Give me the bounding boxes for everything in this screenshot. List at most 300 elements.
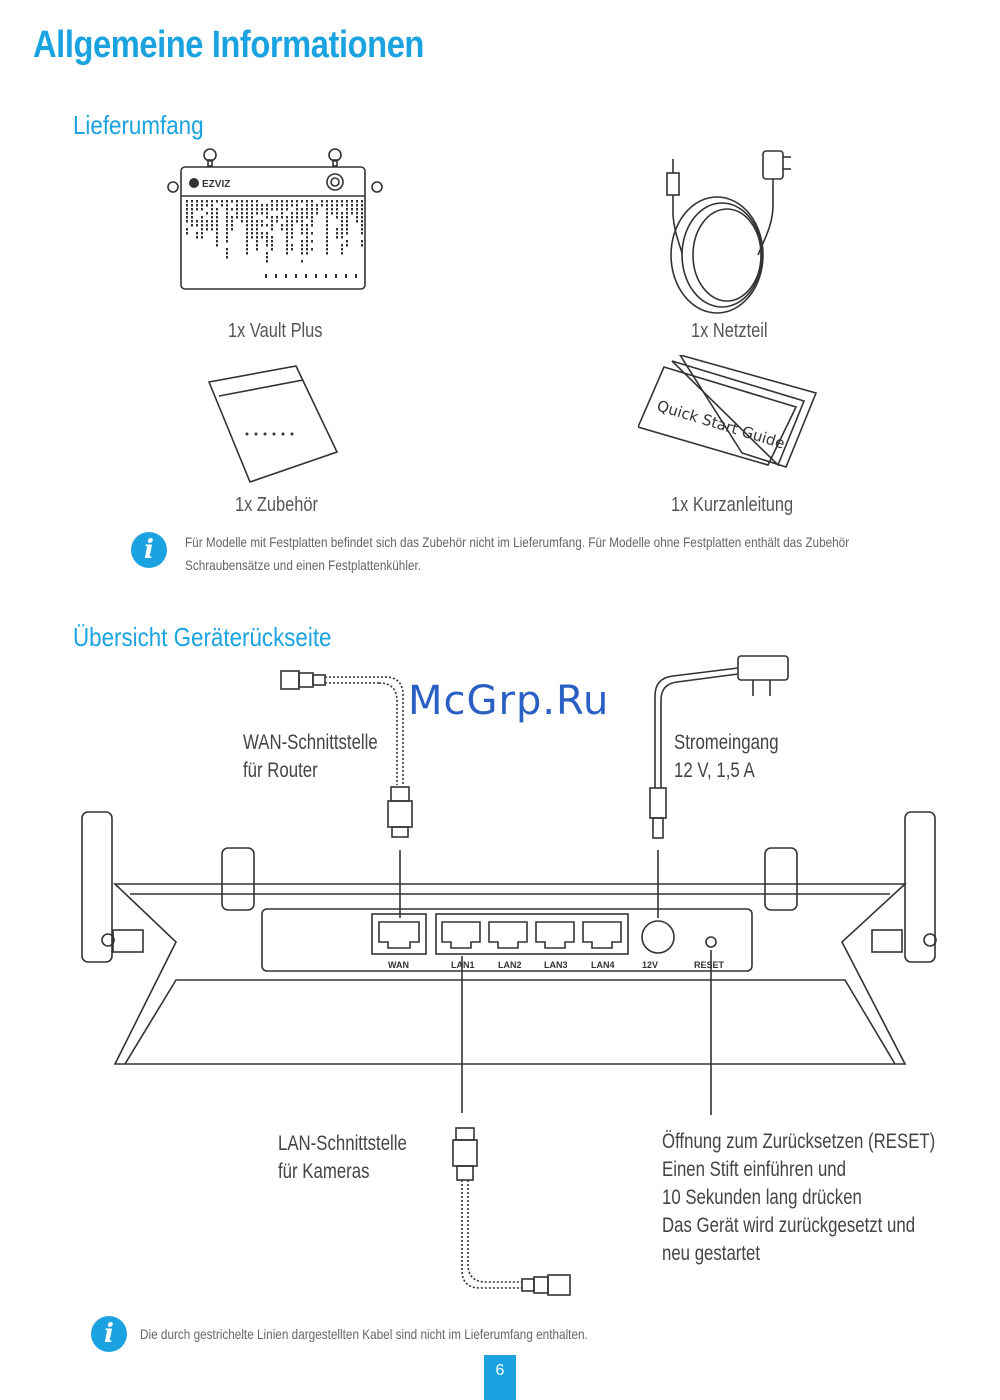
vent-slot: [306, 252, 308, 255]
vent-slot: [356, 220, 358, 223]
vent-slot: [361, 232, 363, 235]
vent-slot: [211, 208, 213, 211]
vent-slot: [281, 204, 283, 207]
vent-slot: [341, 236, 343, 239]
vent-slot: [311, 212, 313, 215]
vent-slot: [301, 228, 303, 231]
vent-slot: [251, 224, 253, 227]
vent-slot: [266, 212, 268, 215]
vent-slot: [311, 248, 313, 251]
vent-slot: [226, 228, 228, 231]
vent-slot: [346, 212, 348, 215]
vent-slot: [256, 240, 258, 243]
vent-slot: [301, 252, 303, 255]
vent-slot: [346, 240, 348, 243]
vent-slot: [241, 208, 243, 211]
vent-slot: [276, 204, 278, 207]
page-number: 6: [484, 1355, 516, 1400]
vent-slot: [326, 244, 328, 247]
vent-slot: [301, 200, 303, 203]
vent-slot: [231, 224, 233, 227]
status-led: [345, 274, 347, 278]
vent-slot: [226, 232, 228, 235]
vent-slot: [206, 228, 208, 231]
vent-slot: [341, 244, 343, 247]
vent-slot: [326, 204, 328, 207]
vent-slot: [286, 244, 288, 247]
section-heading-delivery: Lieferumfang: [73, 110, 204, 140]
vent-slot: [246, 212, 248, 215]
port-label-wan: WAN: [388, 960, 409, 970]
label-power: Stromeingang 12 V, 1,5 A: [674, 731, 779, 782]
rear-note: Die durch gestrichelte Linien dargestellten Kabel sind nicht im Lieferumfang enthalten.: [140, 1326, 588, 1342]
vent-slot: [271, 228, 273, 231]
vent-slot: [306, 240, 308, 243]
vent-slot: [191, 212, 193, 215]
vent-slot: [286, 236, 288, 239]
vent-slot: [261, 236, 263, 239]
delivery-note: Für Modelle mit Festplatten befindet sich das Zubehör nicht im Lieferumfang. Für Modelle ohne Festplatten enthält das Zubehör Schraubensätze und einen Festplattenkühler.: [185, 534, 850, 573]
vent-slot: [341, 204, 343, 207]
vent-slot: [251, 212, 253, 215]
quick-start-guide-illustration: [638, 355, 820, 475]
vent-slot: [216, 244, 218, 247]
caption-accessories: 1x Zubehör: [235, 494, 318, 516]
vent-slot: [276, 200, 278, 203]
accessory-bag-illustration: [205, 360, 345, 490]
vent-slot: [316, 204, 318, 207]
vent-slot: [361, 224, 363, 227]
section-heading-rear: Übersicht Geräterückseite: [73, 622, 332, 652]
vent-slot: [266, 224, 268, 227]
vent-slot: [226, 208, 228, 211]
vent-slot: [241, 204, 243, 207]
vent-slot: [291, 220, 293, 223]
vent-slot: [326, 240, 328, 243]
status-led: [305, 274, 307, 278]
vent-slot: [326, 212, 328, 215]
vent-slot: [221, 204, 223, 207]
vent-slot: [236, 204, 238, 207]
vent-slot: [306, 236, 308, 239]
vent-slot: [286, 224, 288, 227]
vent-slot: [346, 208, 348, 211]
vent-slot: [336, 200, 338, 203]
vent-slot: [341, 220, 343, 223]
vent-slot: [256, 208, 258, 211]
vent-slot: [256, 236, 258, 239]
vent-slot: [226, 248, 228, 251]
vent-slot: [341, 224, 343, 227]
vent-slot: [266, 232, 268, 235]
vent-slot: [296, 220, 298, 223]
vent-slot: [191, 220, 193, 223]
vent-slot: [256, 212, 258, 215]
port-label-lan2: LAN2: [498, 960, 522, 970]
vent-slot: [301, 232, 303, 235]
vent-slot: [311, 208, 313, 211]
vent-slot: [256, 228, 258, 231]
vent-slot: [231, 200, 233, 203]
vent-slot: [256, 224, 258, 227]
vent-slot: [296, 200, 298, 203]
status-led: [355, 274, 357, 278]
vent-slot: [346, 204, 348, 207]
vent-slot: [286, 252, 288, 255]
vent-slot: [301, 224, 303, 227]
port-label-reset: RESET: [694, 960, 725, 970]
vent-slot: [216, 200, 218, 203]
vent-slot: [326, 224, 328, 227]
vent-slot: [271, 236, 273, 239]
label-reset: Öffnung zum Zurücksetzen (RESET) Einen Stift einführen und 10 Sekunden lang drücken Das Gerät wird zurückgesetzt und neu gestartet: [662, 1130, 936, 1265]
vent-slot: [291, 244, 293, 247]
vent-slot: [301, 208, 303, 211]
vent-slot: [286, 240, 288, 243]
vent-slot: [226, 256, 228, 259]
vent-slot: [316, 212, 318, 215]
vent-slot: [281, 200, 283, 203]
vent-slot: [201, 220, 203, 223]
vent-slot: [236, 200, 238, 203]
vent-slot: [266, 244, 268, 247]
vent-slot: [216, 220, 218, 223]
vent-slot: [246, 220, 248, 223]
vent-slot: [266, 252, 268, 255]
vent-slot: [256, 204, 258, 207]
vent-slot: [186, 204, 188, 207]
vent-slot: [311, 240, 313, 243]
vent-slot: [266, 216, 268, 219]
vent-slot: [336, 228, 338, 231]
vent-slot: [306, 212, 308, 215]
vent-slot: [306, 228, 308, 231]
vent-slot: [331, 208, 333, 211]
vent-slot: [306, 244, 308, 247]
vent-slot: [206, 200, 208, 203]
vent-slot: [226, 204, 228, 207]
vent-slot: [341, 248, 343, 251]
status-led: [315, 274, 317, 278]
vent-slot: [201, 204, 203, 207]
vent-slot: [301, 260, 303, 263]
vent-slot: [251, 228, 253, 231]
vent-slot: [311, 224, 313, 227]
vent-slot: [326, 216, 328, 219]
vent-slot: [256, 248, 258, 251]
vent-slot: [326, 236, 328, 239]
vent-slot: [306, 232, 308, 235]
vent-slot: [291, 236, 293, 239]
label-wan: WAN-Schnittstelle für Router: [243, 731, 378, 782]
info-icon: i: [91, 1316, 127, 1352]
vent-slot: [301, 240, 303, 243]
vent-slot: [191, 224, 193, 227]
status-led: [265, 274, 267, 278]
vent-slot: [276, 208, 278, 211]
vent-slot: [276, 220, 278, 223]
vent-slot: [226, 220, 228, 223]
vent-slot: [281, 224, 283, 227]
vent-slot: [241, 200, 243, 203]
vent-slot: [256, 200, 258, 203]
vent-slot: [326, 252, 328, 255]
vent-slot: [346, 216, 348, 219]
power-adapter-illustration: [640, 145, 810, 315]
vent-slot: [291, 204, 293, 207]
vent-slot: [256, 244, 258, 247]
vent-slot: [271, 220, 273, 223]
vent-slot: [226, 224, 228, 227]
port-label-power: 12V: [642, 960, 659, 970]
vent-slot: [251, 236, 253, 239]
vent-slot: [201, 232, 203, 235]
vent-slot: [261, 212, 263, 215]
caption-vault-plus: 1x Vault Plus: [228, 320, 323, 342]
vent-slot: [186, 212, 188, 215]
vent-slot: [281, 208, 283, 211]
vent-slot: [346, 228, 348, 231]
vent-slot: [211, 204, 213, 207]
vent-slot: [201, 208, 203, 211]
vent-slot: [296, 204, 298, 207]
vent-slot: [246, 228, 248, 231]
vent-slot: [211, 224, 213, 227]
port-label-lan4: LAN4: [591, 960, 615, 970]
vent-slot: [196, 236, 198, 239]
vent-slot: [231, 216, 233, 219]
status-led: [285, 274, 287, 278]
info-icon: i: [131, 532, 167, 568]
vent-slot: [196, 200, 198, 203]
vent-slot: [196, 204, 198, 207]
vent-slot: [226, 212, 228, 215]
vent-slot: [301, 212, 303, 215]
vent-slot: [361, 244, 363, 247]
vent-slot: [226, 200, 228, 203]
vent-slot: [271, 244, 273, 247]
vent-slot: [351, 212, 353, 215]
vent-slot: [271, 216, 273, 219]
vent-slot: [281, 216, 283, 219]
vent-slot: [186, 220, 188, 223]
vent-slot: [251, 200, 253, 203]
vent-slot: [206, 204, 208, 207]
vent-slot: [336, 216, 338, 219]
vent-slot: [251, 220, 253, 223]
vent-slot: [246, 236, 248, 239]
vent-slot: [321, 200, 323, 203]
vent-slot: [316, 208, 318, 211]
vent-slot: [191, 200, 193, 203]
vent-slot: [261, 220, 263, 223]
vent-slot: [341, 232, 343, 235]
caption-quick-guide: 1x Kurzanleitung: [671, 494, 794, 516]
vent-slot: [351, 204, 353, 207]
vent-slot: [201, 236, 203, 239]
status-led: [335, 274, 337, 278]
vent-slot: [361, 228, 363, 231]
vent-slot: [306, 200, 308, 203]
vent-slot: [306, 224, 308, 227]
vent-slot: [201, 216, 203, 219]
vent-slot: [216, 240, 218, 243]
vent-slot: [296, 208, 298, 211]
vent-slot: [286, 228, 288, 231]
vent-slot: [291, 200, 293, 203]
vault-plus-illustration: [165, 140, 385, 300]
vent-slot: [346, 232, 348, 235]
vent-slot: [226, 240, 228, 243]
label-lan: LAN-Schnittstelle für Kameras: [278, 1132, 407, 1183]
vent-slot: [271, 248, 273, 251]
vent-slot: [331, 200, 333, 203]
vent-slot: [311, 220, 313, 223]
vent-slot: [291, 212, 293, 215]
vent-slot: [226, 252, 228, 255]
vent-slot: [196, 224, 198, 227]
vent-slot: [306, 248, 308, 251]
vent-slot: [261, 208, 263, 211]
vent-slot: [246, 232, 248, 235]
vent-slot: [196, 220, 198, 223]
vent-slot: [356, 216, 358, 219]
vent-slot: [326, 228, 328, 231]
vent-slot: [271, 204, 273, 207]
vent-slot: [231, 220, 233, 223]
vent-slot: [346, 220, 348, 223]
vent-slot: [211, 200, 213, 203]
vent-slot: [191, 216, 193, 219]
vent-slot: [256, 220, 258, 223]
vent-slot: [271, 240, 273, 243]
vent-slot: [311, 204, 313, 207]
vent-slot: [326, 200, 328, 203]
vent-slot: [361, 216, 363, 219]
vent-slot: [226, 236, 228, 239]
vent-slot: [361, 220, 363, 223]
vent-slot: [296, 212, 298, 215]
vent-slot: [326, 248, 328, 251]
vent-slot: [331, 212, 333, 215]
vent-slot: [361, 200, 363, 203]
vent-slot: [246, 252, 248, 255]
vent-slot: [201, 200, 203, 203]
vent-slot: [306, 204, 308, 207]
vent-slot: [291, 248, 293, 251]
vent-slot: [271, 200, 273, 203]
vent-slot: [336, 204, 338, 207]
vent-slot: [291, 224, 293, 227]
vent-slot: [296, 216, 298, 219]
vent-slot: [301, 244, 303, 247]
vent-slot: [206, 224, 208, 227]
vent-slot: [216, 236, 218, 239]
vent-slot: [186, 216, 188, 219]
vent-slot: [236, 216, 238, 219]
vent-slot: [246, 224, 248, 227]
vent-slot: [286, 216, 288, 219]
vent-slot: [336, 212, 338, 215]
vent-slot: [266, 260, 268, 263]
vent-slot: [241, 220, 243, 223]
port-label-lan1: LAN1: [451, 960, 475, 970]
vent-slot: [291, 216, 293, 219]
vent-slot: [351, 208, 353, 211]
vent-slot: [286, 200, 288, 203]
vent-slot: [336, 232, 338, 235]
vent-slot: [271, 208, 273, 211]
vent-slot: [211, 216, 213, 219]
vent-slot: [291, 232, 293, 235]
vent-slot: [246, 216, 248, 219]
vent-slot: [361, 212, 363, 215]
vent-slot: [326, 208, 328, 211]
vent-slot: [186, 228, 188, 231]
vent-slot: [186, 200, 188, 203]
vent-slot: [301, 220, 303, 223]
vent-slot: [326, 232, 328, 235]
vent-slot: [361, 204, 363, 207]
vent-slot: [286, 204, 288, 207]
page-title: Allgemeine Informationen: [33, 24, 424, 66]
vent-slot: [311, 232, 313, 235]
device-brand-text: EZVIZ: [202, 179, 231, 190]
vent-slot: [281, 228, 283, 231]
status-led: [325, 274, 327, 278]
vent-slot: [356, 204, 358, 207]
vent-slot: [201, 228, 203, 231]
vent-slot: [311, 200, 313, 203]
vent-slot: [216, 212, 218, 215]
vent-slot: [216, 224, 218, 227]
vent-slot: [226, 216, 228, 219]
vent-slot: [306, 216, 308, 219]
vent-slot: [341, 252, 343, 255]
vent-slot: [266, 204, 268, 207]
vent-slot: [286, 248, 288, 251]
vent-slot: [201, 224, 203, 227]
vent-slot: [251, 216, 253, 219]
vent-slot: [311, 216, 313, 219]
vent-slot: [346, 200, 348, 203]
vent-slot: [256, 232, 258, 235]
vent-slot: [231, 228, 233, 231]
vent-slot: [286, 208, 288, 211]
vent-slot: [321, 204, 323, 207]
vent-slot: [196, 232, 198, 235]
vent-slot: [291, 228, 293, 231]
vent-slot: [351, 200, 353, 203]
vent-slot: [286, 220, 288, 223]
vent-slot: [186, 232, 188, 235]
vent-slot: [241, 212, 243, 215]
vent-slot: [236, 212, 238, 215]
vent-slot: [346, 244, 348, 247]
vent-slot: [216, 232, 218, 235]
vent-slot: [241, 216, 243, 219]
vent-slot: [246, 248, 248, 251]
vent-slot: [191, 204, 193, 207]
vent-slot: [266, 256, 268, 259]
vent-slot: [196, 208, 198, 211]
vent-slot: [356, 212, 358, 215]
status-led: [295, 274, 297, 278]
vent-slot: [211, 212, 213, 215]
port-label-lan3: LAN3: [544, 960, 568, 970]
vent-slot: [281, 212, 283, 215]
vent-slot: [266, 208, 268, 211]
